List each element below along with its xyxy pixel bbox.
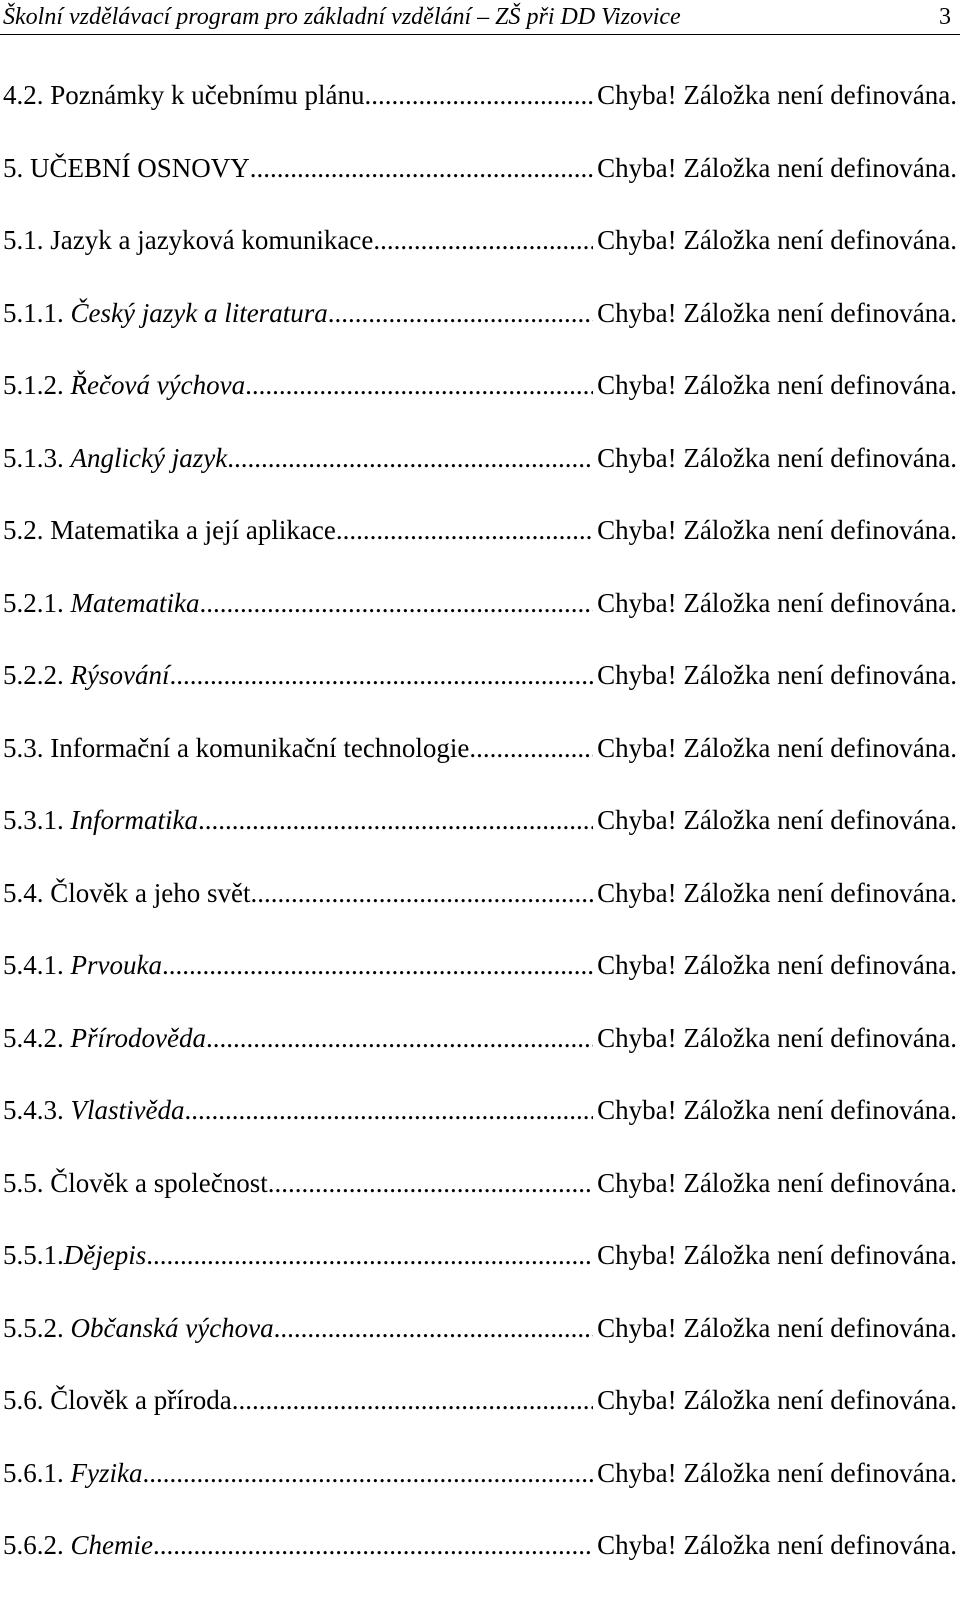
toc-entry-page-ref: Chyba! Záložka není definována. <box>597 877 957 908</box>
toc-entry[interactable] <box>0 440 960 513</box>
toc-entry[interactable] <box>0 512 960 585</box>
toc-entry-title: Český jazyk a literatura <box>70 297 328 328</box>
toc-entry-number: 5.5.2. <box>3 1312 71 1343</box>
toc-entry[interactable] <box>0 1310 960 1383</box>
toc-entry[interactable] <box>0 730 960 803</box>
toc-entry-title: Člověk a společnost <box>50 1167 268 1198</box>
toc-dot-leader <box>162 947 593 983</box>
toc-entry-page-ref: Chyba! Záložka není definována. <box>597 1530 957 1560</box>
toc-dot-leader <box>142 1455 593 1491</box>
toc-entry-page-ref: Chyba! Záložka není definována. <box>597 1312 957 1343</box>
toc-entry[interactable] <box>0 1527 960 1600</box>
toc-entry-number: 4.2. <box>3 80 51 110</box>
toc-entry[interactable] <box>0 1020 960 1093</box>
toc-dot-leader <box>373 222 593 258</box>
toc-entry-number: 5.4.1. <box>3 950 71 980</box>
toc-entry-title: Prvouka <box>70 950 162 980</box>
toc-entry-title: UČEBNÍ OSNOVY <box>30 152 250 183</box>
toc-dot-leader <box>232 1382 593 1418</box>
toc-entry-title: Fyzika <box>70 1457 143 1488</box>
toc-entry[interactable] <box>0 1165 960 1238</box>
toc-dot-leader <box>250 150 593 186</box>
toc-entry-page-ref: Chyba! Záložka není definována. <box>597 1167 957 1198</box>
toc-entry-title: Informatika <box>70 805 198 835</box>
toc-entry-page-ref: Chyba! Záložka není definována. <box>597 1457 957 1488</box>
toc-dot-leader <box>206 1020 593 1056</box>
toc-entry-number: 5.1.1. <box>3 297 71 328</box>
page-header <box>0 0 960 36</box>
toc-entry[interactable] <box>0 1092 960 1165</box>
toc-entry-page-ref: Chyba! Záložka není definována. <box>597 225 957 255</box>
toc-entry[interactable] <box>0 295 960 368</box>
toc-entry-page-ref: Chyba! Záložka není definována. <box>597 805 957 835</box>
toc-entry[interactable] <box>0 1237 960 1310</box>
toc-entry-number: 5.2.2. <box>3 660 71 690</box>
toc-entry-title: Člověk a jeho svět <box>50 877 251 908</box>
toc-entry-number: 5.1.3. <box>3 442 71 473</box>
toc-dot-leader <box>274 1310 593 1346</box>
toc-dot-leader <box>328 295 593 331</box>
toc-entry-title: Anglický jazyk <box>70 442 228 473</box>
toc-dot-leader <box>153 1527 593 1563</box>
toc-entry-number: 5.2. <box>3 515 51 545</box>
header-title: Školní vzdělávací program pro základní vzdělání – ZŠ při DD Vizovice <box>3 4 681 30</box>
toc-entry-number: 5.6.2. <box>3 1530 71 1560</box>
toc-dot-leader <box>469 730 593 766</box>
toc-entry-title: Matematika <box>70 587 200 618</box>
toc-dot-leader <box>227 440 593 476</box>
toc-dot-leader <box>268 1165 593 1201</box>
toc-entry[interactable] <box>0 150 960 223</box>
toc-entry-title: Poznámky k učebnímu plánu. <box>50 80 372 110</box>
toc-entry-title: Přírodověda <box>70 1022 206 1053</box>
toc-entry[interactable] <box>0 947 960 1020</box>
toc-entry[interactable] <box>0 222 960 295</box>
toc-dot-leader <box>336 512 593 548</box>
toc-entry-page-ref: Chyba! Záložka není definována. <box>597 297 957 328</box>
toc-entry-page-ref: Chyba! Záložka není definována. <box>597 732 957 763</box>
toc-entry[interactable] <box>0 585 960 658</box>
toc-entry-page-ref: Chyba! Záložka není definována. <box>597 1022 957 1053</box>
toc-entry-number: 5.2.1. <box>3 587 71 618</box>
toc-entry-number: 5.6.1. <box>3 1457 71 1488</box>
toc-dot-leader <box>169 657 593 693</box>
toc-entry-number: 5.3. <box>3 732 51 763</box>
toc-entry[interactable] <box>0 1382 960 1455</box>
toc-entry-number: 5.1.2. <box>3 370 71 400</box>
toc-entry-page-ref: Chyba! Záložka není definována. <box>597 442 957 473</box>
toc-entry-title: Jazyk a jazyková komunikace <box>50 225 374 255</box>
toc-dot-leader <box>198 802 593 838</box>
toc-entry-number: 5.3.1. <box>3 805 71 835</box>
toc-entry-page-ref: Chyba! Záložka není definována. <box>597 950 957 980</box>
toc-entry-page-ref: Chyba! Záložka není definována. <box>597 1385 957 1415</box>
toc-dot-leader <box>146 1237 593 1273</box>
toc-entry-page-ref: Chyba! Záložka není definována. <box>597 152 957 183</box>
toc-entry-number: 5.4.2. <box>3 1022 71 1053</box>
toc-entry-title: Člověk a příroda <box>50 1385 232 1415</box>
table-of-contents <box>0 77 960 1600</box>
toc-dot-leader <box>371 77 593 113</box>
toc-entry-title: Dějepis <box>63 1240 147 1270</box>
toc-entry-number: 5. <box>3 152 30 183</box>
toc-entry-title: Matematika a její aplikace <box>50 515 336 545</box>
toc-entry-page-ref: Chyba! Záložka není definována. <box>597 660 957 690</box>
toc-entry[interactable] <box>0 77 960 150</box>
toc-dot-leader <box>245 367 593 403</box>
toc-entry-page-ref: Chyba! Záložka není definována. <box>597 1095 957 1125</box>
toc-entry-number: 5.4. <box>3 877 51 908</box>
toc-entry-title: Rýsování <box>70 660 170 690</box>
toc-entry[interactable] <box>0 875 960 948</box>
header-divider <box>0 34 960 35</box>
toc-entry-title: Chemie <box>70 1530 153 1560</box>
toc-entry-number: 5.1. <box>3 225 51 255</box>
toc-entry[interactable] <box>0 1455 960 1528</box>
toc-entry[interactable] <box>0 802 960 875</box>
toc-entry-page-ref: Chyba! Záložka není definována. <box>597 515 957 545</box>
toc-entry-number: 5.6. <box>3 1385 51 1415</box>
toc-entry-page-ref: Chyba! Záložka není definována. <box>597 80 957 110</box>
header-page-number: 3 <box>939 4 951 30</box>
toc-entry-title: Informační a komunikační technologie <box>50 732 470 763</box>
toc-entry-number: 5.5.1. <box>3 1240 64 1270</box>
toc-entry-number: 5.4.3. <box>3 1095 71 1125</box>
toc-entry-title: Občanská výchova <box>70 1312 274 1343</box>
toc-entry-page-ref: Chyba! Záložka není definována. <box>597 587 957 618</box>
toc-dot-leader <box>250 875 593 911</box>
toc-entry-title: Řečová výchova <box>70 370 246 400</box>
toc-entry-page-ref: Chyba! Záložka není definována. <box>597 1240 957 1270</box>
toc-entry-title: Vlastivěda <box>70 1095 185 1125</box>
toc-entry-number: 5.5. <box>3 1167 51 1198</box>
toc-dot-leader <box>199 585 593 621</box>
toc-dot-leader <box>184 1092 593 1128</box>
toc-entry-page-ref: Chyba! Záložka není definována. <box>597 370 957 400</box>
toc-entry[interactable] <box>0 657 960 730</box>
toc-entry[interactable] <box>0 367 960 440</box>
